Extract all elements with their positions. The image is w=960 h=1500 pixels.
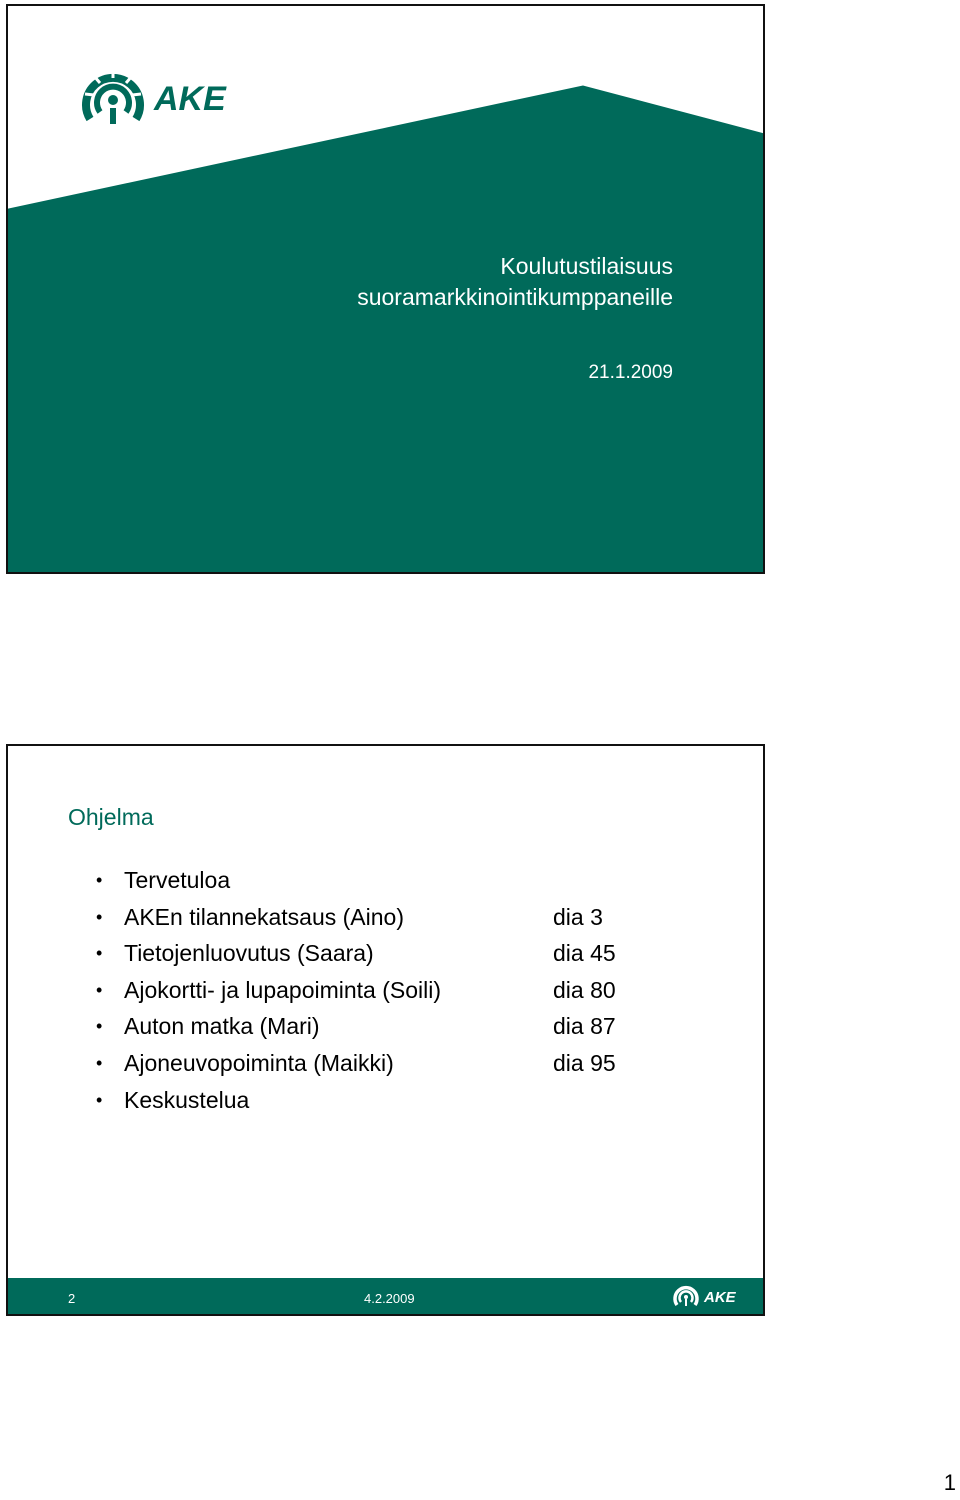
slide-title-line-1: Koulutustilaisuus (500, 253, 673, 279)
agenda-item-label: Auton matka (Mari) (124, 1013, 320, 1040)
agenda-item-slide-ref: dia 80 (553, 976, 616, 1003)
agenda-item-label: Ajokortti- ja lupapoiminta (Soili) (124, 976, 442, 1003)
bullet-icon: • (96, 906, 103, 927)
slide-date: 21.1.2009 (588, 362, 673, 383)
svg-text:AKE: AKE (704, 1289, 736, 1306)
agenda-heading: Ohjelma (68, 804, 154, 830)
bullet-icon: • (96, 979, 103, 1000)
agenda-item-label: Ajoneuvopoiminta (Maikki) (124, 1049, 394, 1076)
ake-logo (78, 64, 248, 132)
svg-text:AKE: AKE (154, 80, 226, 118)
agenda-slide (6, 744, 765, 1316)
title-slide (6, 4, 765, 574)
agenda-item-slide-ref: dia 45 (553, 940, 616, 967)
slide-title-line-2: suoramarkkinointikumppaneille (357, 284, 673, 310)
bullet-icon: • (96, 870, 103, 890)
bullet-icon: • (96, 1016, 103, 1037)
agenda-item-label: Tervetuloa (124, 867, 231, 893)
agenda-item-label: Tietojenluovutus (Saara) (124, 940, 374, 967)
agenda-item-slide-ref: dia 3 (553, 903, 603, 930)
agenda-item-label: Keskustelua (124, 1086, 250, 1113)
bullet-icon: • (96, 1089, 103, 1110)
bullet-icon: • (96, 943, 103, 964)
ake-footer-logo (672, 1282, 752, 1310)
handout-page-number: 1 (943, 1470, 956, 1495)
bullet-icon: • (96, 1052, 103, 1073)
agenda-item-slide-ref: dia 87 (553, 1013, 616, 1040)
agenda-item-label: AKEn tilannekatsaus (Aino) (124, 903, 404, 930)
footer-page-number: 2 (68, 1291, 76, 1306)
agenda-item-slide-ref: dia 95 (553, 1049, 616, 1076)
footer-date: 4.2.2009 (364, 1291, 415, 1306)
slide-footer (8, 1278, 763, 1314)
